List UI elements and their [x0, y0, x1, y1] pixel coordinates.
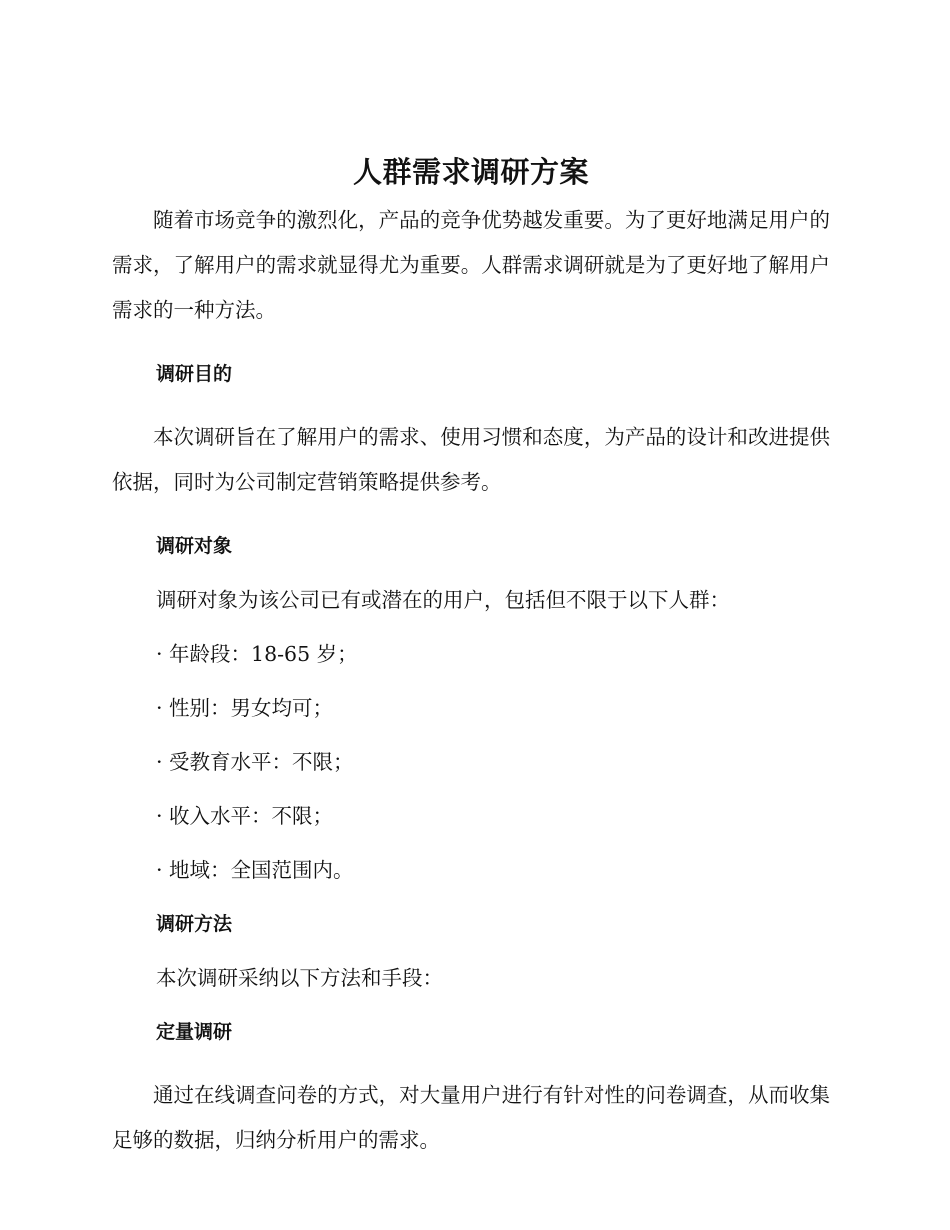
document-title: 人群需求调研方案	[352, 155, 589, 189]
intro-paragraph: 随着市场竞争的激烈化，产品的竞争优势越发重要。为了更好地满足用户的需求，了解用户的需求就显得尤为重要。人群需求调研就是为了更好地了解用户需求的一种方法。	[112, 208, 830, 322]
method-intro: 本次调研采纳以下方法和手段：	[156, 966, 443, 990]
purpose-paragraph: 本次调研旨在了解用户的需求、使用习惯和态度，为产品的设计和改进提供依据，同时为公司制定营销策略提供参考。	[112, 425, 830, 494]
target-item-age: · 年龄段：18-65 岁；	[156, 642, 358, 666]
target-item-income: · 收入水平：不限；	[156, 804, 334, 828]
target-item-gender: · 性别：男女均可；	[156, 696, 334, 720]
target-heading: 调研对象	[156, 535, 233, 557]
target-item-region: · 地域：全国范围内。	[156, 858, 354, 882]
quantitative-paragraph: 通过在线调查问卷的方式，对大量用户进行有针对性的问卷调查，从而收集足够的数据，归纳分析用户的需求。	[112, 1083, 830, 1152]
target-intro: 调研对象为该公司已有或潜在的用户，包括但不限于以下人群：	[156, 588, 730, 612]
quantitative-heading: 定量调研	[156, 1021, 233, 1043]
target-item-education: · 受教育水平：不限；	[156, 750, 354, 774]
document-content	[112, 148, 830, 1163]
method-heading: 调研方法	[156, 913, 233, 935]
purpose-heading: 调研目的	[156, 363, 233, 385]
